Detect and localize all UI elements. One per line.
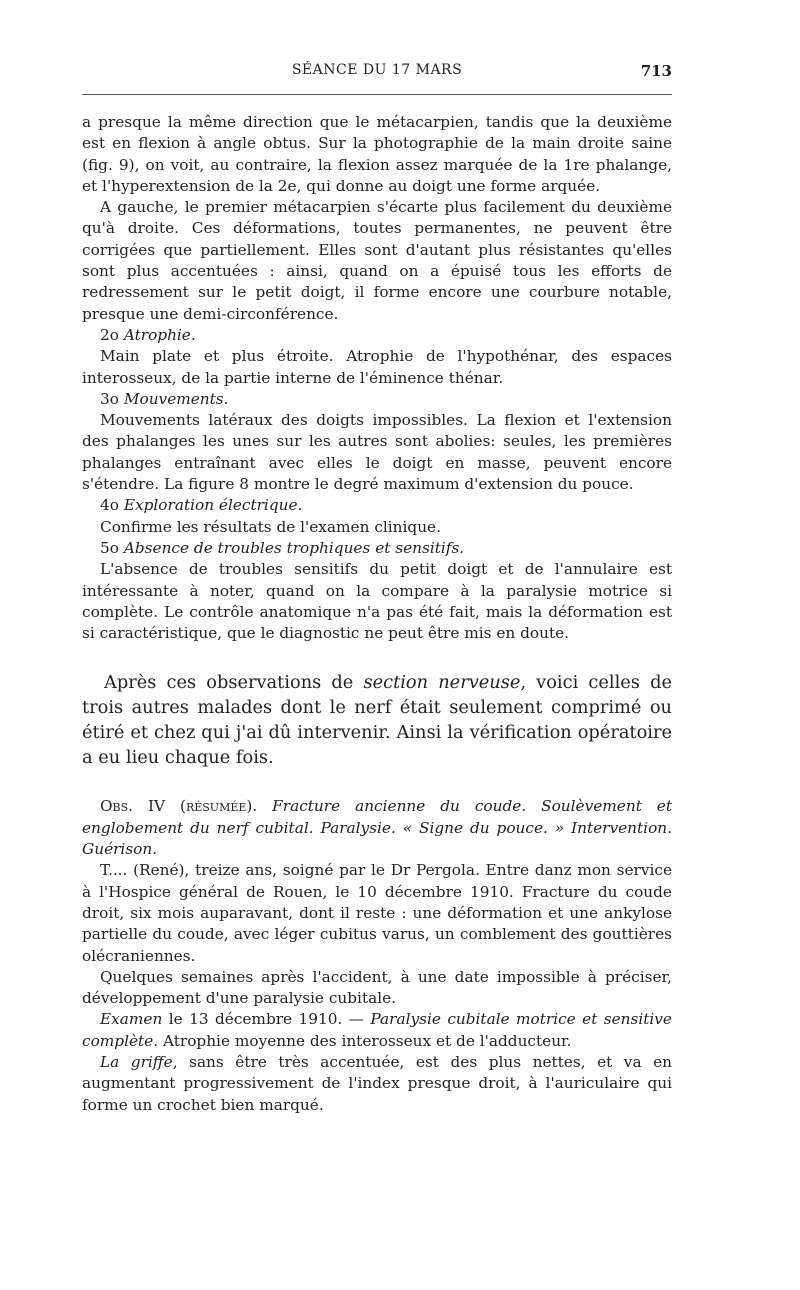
- running-header: [82, 62, 672, 84]
- italic-run: section nerveuse: [363, 672, 521, 694]
- text-run: le 13 décembre 1910. —: [162, 1010, 371, 1029]
- text-run: Atrophie moyenne des interosseux et de l'adducteur.: [158, 1031, 572, 1050]
- paragraph: [82, 1052, 672, 1116]
- text-run: , sans être très accentuée, est des plus nettes, et va en augmentant progressivement de l'index presque droit, à l'auriculaire qui forme un crochet bien marqué.: [82, 1052, 672, 1114]
- section-title: Exploration électrique.: [123, 496, 303, 515]
- section-heading: [82, 389, 672, 410]
- page-number: 713: [640, 62, 672, 80]
- paragraph: Main plate et plus étroite. Atrophie de l'hypothénar, des espaces interosseux, de la partie interne de l'éminence thénar.: [82, 347, 672, 387]
- paragraph: a presque la même direction que le métacarpien, tandis que la deuxième est en flexion à angle obtus. Sur la photographie de la main droite saine (fig. 9), on voit, au contraire, la flexion assez marquée de la 1re phalange, et l'hyperextension de la 2e, qui donne au doigt une forme arquée.: [82, 113, 672, 195]
- paragraph: L'absence de troubles sensitifs du petit doigt et de l'annulaire est intéressante à noter, quand on la compare à la paralysie motrice si complète. Le contrôle anatomique n'a pas été fait, mais la déformation est si caractéristique, que le diagnostic ne peut être mis en doute.: [82, 560, 672, 643]
- italic-run: Paralysie cubitale motrice et sensitive complète.: [82, 1010, 672, 1050]
- text-run: Après ces observations de: [104, 672, 364, 694]
- section-number: 4o: [100, 496, 119, 515]
- section-title: Absence de troubles trophiques et sensitifs.: [123, 538, 465, 557]
- section-title: Mouvements.: [123, 389, 229, 408]
- italic-run: La griffe: [100, 1052, 173, 1071]
- large-paragraph: [82, 670, 672, 770]
- header-rule: [82, 94, 672, 95]
- observation-heading: [82, 796, 672, 860]
- section-heading: [82, 495, 672, 516]
- text-run: , voici celles de trois autres malades dont le nerf était seulement comprimé ou étiré et chez qui j'ai dû intervenir. Ainsi la vérification opératoire a eu lieu chaque fois.: [82, 672, 672, 769]
- italic-run: Examen: [100, 1010, 163, 1029]
- section-number: 3o: [100, 389, 119, 408]
- observation-title: Fracture ancienne du coude. Soulèvement et englobement du nerf cubital. Paralysie. « Signe du pouce. » Intervention. Guérison.: [82, 797, 672, 859]
- paragraph: Mouvements latéraux des doigts impossibles. La flexion et l'extension des phalanges les unes sur les autres sont abolies: seules, les premières phalanges entraînant avec elles le doigt en masse, peuvent encore s'étendre. La figure 8 montre le degré maximum d'extension du pouce.: [82, 411, 672, 494]
- paragraph: A gauche, le premier métacarpien s'écarte plus facilement du deuxième qu'à droite. Ces déformations, toutes permanentes, ne peuvent être corrigées que partiellement. Elles sont d'autant plus résistantes qu'elles sont plus accentuées : ainsi, quand on a épuisé tous les efforts de redressement sur le petit doigt, il forme encore une courbure notable, presque une demi-circonférence.: [82, 198, 672, 323]
- section-title: Atrophie.: [123, 325, 196, 344]
- section-number: 2o: [100, 325, 119, 344]
- page-body: [82, 112, 672, 1116]
- paragraph: Quelques semaines après l'accident, à une date impossible à préciser, développement d'une paralysie cubitale.: [82, 967, 672, 1008]
- section-heading: [82, 538, 672, 559]
- paragraph: [82, 1009, 672, 1052]
- section-number: 5o: [100, 538, 119, 557]
- paragraph: Confirme les résultats de l'examen clinique.: [100, 517, 441, 536]
- observation-label: Obs. IV (résumée).: [100, 797, 258, 816]
- header-title: SÉANCE DU 17 MARS: [291, 62, 463, 78]
- section-heading: [82, 325, 672, 346]
- paragraph: T.... (René), treize ans, soigné par le Dr Pergola. Entre danz mon service à l'Hospice général de Rouen, le 10 décembre 1910. Fracture du coude droit, six mois auparavant, dont il reste : une déformation et une ankylose partielle du coude, avec léger cubitus varus, un comblement des gouttières olécraniennes.: [82, 861, 672, 965]
